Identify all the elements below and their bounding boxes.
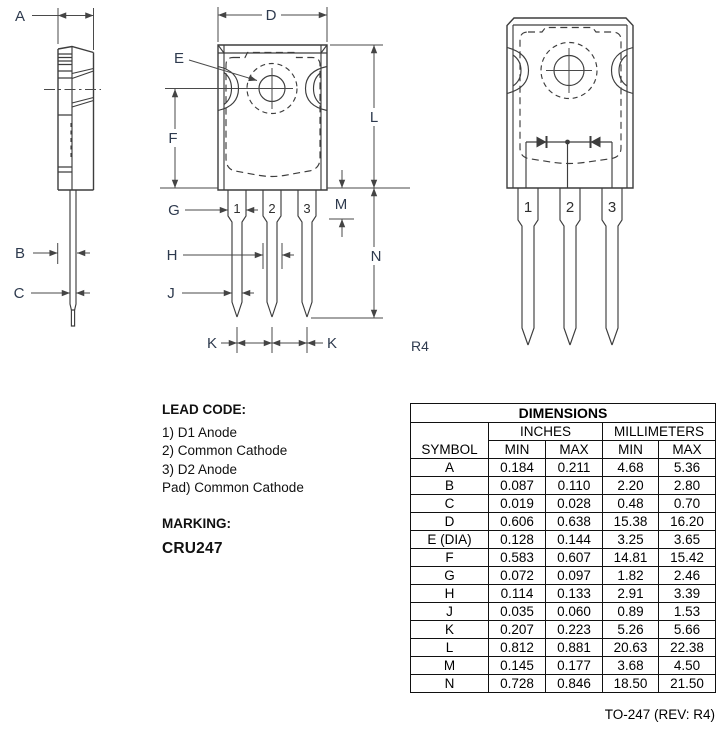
cell-symbol: C bbox=[411, 495, 489, 513]
cell-in-max: 0.144 bbox=[546, 531, 603, 549]
dim-label-c: C bbox=[13, 285, 25, 302]
cell-mm-max: 3.65 bbox=[659, 531, 716, 549]
cell-symbol: L bbox=[411, 639, 489, 657]
cell-mm-min: 2.91 bbox=[603, 585, 659, 603]
symbol-header: SYMBOL bbox=[411, 423, 489, 459]
cell-mm-min: 4.68 bbox=[603, 459, 659, 477]
millimeters-header: MILLIMETERS bbox=[603, 423, 716, 441]
cell-mm-min: 3.25 bbox=[603, 531, 659, 549]
dim-row bbox=[411, 477, 716, 495]
front-view bbox=[160, 6, 429, 354]
cell-mm-min: 0.89 bbox=[603, 603, 659, 621]
rear-pad-outline bbox=[520, 28, 621, 164]
cell-in-min: 0.019 bbox=[489, 495, 546, 513]
lead-code-line: 2) Common Cathode bbox=[162, 443, 288, 458]
dim-label-k-left: K bbox=[206, 335, 218, 352]
cell-in-max: 0.177 bbox=[546, 657, 603, 675]
cell-mm-max: 2.46 bbox=[659, 567, 716, 585]
cell-mm-min: 18.50 bbox=[603, 675, 659, 693]
dim-n bbox=[311, 188, 385, 318]
dim-row bbox=[411, 567, 716, 585]
cell-in-min: 0.145 bbox=[489, 657, 546, 675]
cell-mm-max: 1.53 bbox=[659, 603, 716, 621]
dim-label-k-right: K bbox=[326, 335, 338, 352]
cell-mm-max: 5.66 bbox=[659, 621, 716, 639]
cell-mm-min: 2.20 bbox=[603, 477, 659, 495]
dim-label-a: A bbox=[14, 8, 26, 25]
cell-in-min: 0.072 bbox=[489, 567, 546, 585]
cell-symbol: B bbox=[411, 477, 489, 495]
cell-in-max: 0.133 bbox=[546, 585, 603, 603]
lead-code-title: LEAD CODE: bbox=[162, 402, 246, 417]
dim-e bbox=[174, 50, 257, 81]
lead-code-block bbox=[162, 401, 304, 559]
dim-d bbox=[218, 6, 327, 42]
min-header: MIN bbox=[489, 441, 546, 459]
cell-in-max: 0.638 bbox=[546, 513, 603, 531]
cell-in-min: 0.606 bbox=[489, 513, 546, 531]
table-title: DIMENSIONS bbox=[411, 404, 716, 423]
cell-mm-max: 2.80 bbox=[659, 477, 716, 495]
cell-symbol: K bbox=[411, 621, 489, 639]
cell-in-min: 0.207 bbox=[489, 621, 546, 639]
cell-symbol: F bbox=[411, 549, 489, 567]
max-header: MAX bbox=[546, 441, 603, 459]
dim-j bbox=[167, 285, 254, 302]
cell-mm-max: 3.39 bbox=[659, 585, 716, 603]
lead-code-line: 1) D1 Anode bbox=[162, 424, 238, 440]
cell-in-max: 0.881 bbox=[546, 639, 603, 657]
cell-in-min: 0.128 bbox=[489, 531, 546, 549]
dim-row bbox=[411, 585, 716, 603]
cell-mm-min: 3.68 bbox=[603, 657, 659, 675]
front-view-pins bbox=[228, 190, 316, 317]
rear-view bbox=[507, 18, 633, 345]
lead-code-line: Pad) Common Cathode bbox=[162, 480, 304, 495]
cell-in-max: 0.211 bbox=[546, 459, 603, 477]
min-header: MIN bbox=[603, 441, 659, 459]
cell-in-min: 0.087 bbox=[489, 477, 546, 495]
cell-symbol: E (DIA) bbox=[411, 531, 489, 549]
side-view-body bbox=[44, 47, 101, 191]
inches-header: INCHES bbox=[489, 423, 603, 441]
dim-row bbox=[411, 459, 716, 477]
dim-row bbox=[411, 531, 716, 549]
cell-mm-min: 0.48 bbox=[603, 495, 659, 513]
dim-b bbox=[15, 243, 90, 264]
cell-mm-max: 15.42 bbox=[659, 549, 716, 567]
dimensions-table bbox=[410, 403, 716, 693]
dim-row bbox=[411, 657, 716, 675]
cell-mm-max: 0.70 bbox=[659, 495, 716, 513]
dim-k bbox=[207, 327, 337, 353]
cell-in-max: 0.097 bbox=[546, 567, 603, 585]
marking-value: CRU247 bbox=[162, 540, 223, 557]
cell-in-max: 0.028 bbox=[546, 495, 603, 513]
pin-number-2: 2 bbox=[268, 201, 276, 216]
dim-label-b: B bbox=[14, 245, 26, 262]
front-view-body bbox=[165, 45, 327, 190]
cell-mm-min: 15.38 bbox=[603, 513, 659, 531]
cell-in-min: 0.583 bbox=[489, 549, 546, 567]
dim-m bbox=[327, 170, 410, 237]
cell-mm-max: 22.38 bbox=[659, 639, 716, 657]
cell-mm-max: 16.20 bbox=[659, 513, 716, 531]
table-title-row bbox=[411, 404, 716, 423]
pin-number-1: 1 bbox=[233, 201, 241, 216]
corner-radius-note: R4 bbox=[411, 338, 429, 354]
unit-header-row bbox=[411, 423, 716, 441]
dim-row bbox=[411, 621, 716, 639]
lead-code-line: 3) D2 Anode bbox=[162, 461, 238, 477]
dim-label-f: F bbox=[168, 130, 178, 147]
cell-symbol: H bbox=[411, 585, 489, 603]
dim-label-l: L bbox=[369, 109, 379, 126]
cell-in-max: 0.223 bbox=[546, 621, 603, 639]
rear-pin-number-2: 2 bbox=[565, 199, 575, 216]
cell-in-max: 0.110 bbox=[546, 477, 603, 495]
cell-symbol: G bbox=[411, 567, 489, 585]
cell-mm-max: 21.50 bbox=[659, 675, 716, 693]
diode-d2-symbol bbox=[591, 137, 601, 148]
cell-symbol: A bbox=[411, 459, 489, 477]
diode-d1-symbol bbox=[537, 137, 547, 148]
cell-in-min: 0.035 bbox=[489, 603, 546, 621]
side-view-lead bbox=[70, 190, 76, 326]
cell-in-min: 0.728 bbox=[489, 675, 546, 693]
dim-row bbox=[411, 675, 716, 693]
cell-in-min: 0.812 bbox=[489, 639, 546, 657]
side-view bbox=[14, 8, 101, 326]
cell-in-min: 0.184 bbox=[489, 459, 546, 477]
dim-h bbox=[167, 243, 294, 269]
cell-mm-min: 20.63 bbox=[603, 639, 659, 657]
dim-label-n: N bbox=[370, 248, 382, 265]
cell-mm-min: 5.26 bbox=[603, 621, 659, 639]
cell-symbol: D bbox=[411, 513, 489, 531]
dim-g bbox=[168, 202, 258, 219]
rear-view-pins bbox=[518, 188, 622, 345]
common-cathode-node bbox=[565, 140, 570, 145]
dim-row bbox=[411, 495, 716, 513]
dim-row bbox=[411, 603, 716, 621]
cell-in-max: 0.607 bbox=[546, 549, 603, 567]
dim-c bbox=[14, 285, 90, 302]
dim-label-j: J bbox=[167, 285, 175, 302]
max-header: MAX bbox=[659, 441, 716, 459]
cell-mm-max: 4.50 bbox=[659, 657, 716, 675]
rear-pin-number-3: 3 bbox=[607, 199, 617, 216]
dim-label-h: H bbox=[166, 247, 178, 264]
dim-label-m: M bbox=[334, 196, 348, 213]
dim-row bbox=[411, 513, 716, 531]
pin-number-3: 3 bbox=[303, 201, 311, 216]
dim-label-d: D bbox=[265, 7, 277, 24]
dim-label-g: G bbox=[168, 202, 180, 219]
front-pad-outline bbox=[226, 53, 320, 177]
dim-row bbox=[411, 639, 716, 657]
cell-in-min: 0.114 bbox=[489, 585, 546, 603]
dim-f bbox=[160, 89, 218, 188]
cell-symbol: J bbox=[411, 603, 489, 621]
marking-title: MARKING: bbox=[162, 515, 231, 531]
rear-pin-number-1: 1 bbox=[523, 199, 533, 216]
cell-in-max: 0.846 bbox=[546, 675, 603, 693]
dim-a bbox=[15, 8, 94, 50]
dim-label-e: E bbox=[173, 50, 185, 67]
package-revision-note: TO-247 (REV: R4) bbox=[604, 707, 715, 722]
dim-l bbox=[330, 45, 383, 188]
dim-row bbox=[411, 549, 716, 567]
diode-schematic bbox=[526, 136, 612, 188]
cell-symbol: M bbox=[411, 657, 489, 675]
cell-mm-max: 5.36 bbox=[659, 459, 716, 477]
cell-symbol: N bbox=[411, 675, 489, 693]
cell-in-max: 0.060 bbox=[546, 603, 603, 621]
cell-mm-min: 1.82 bbox=[603, 567, 659, 585]
cell-mm-min: 14.81 bbox=[603, 549, 659, 567]
